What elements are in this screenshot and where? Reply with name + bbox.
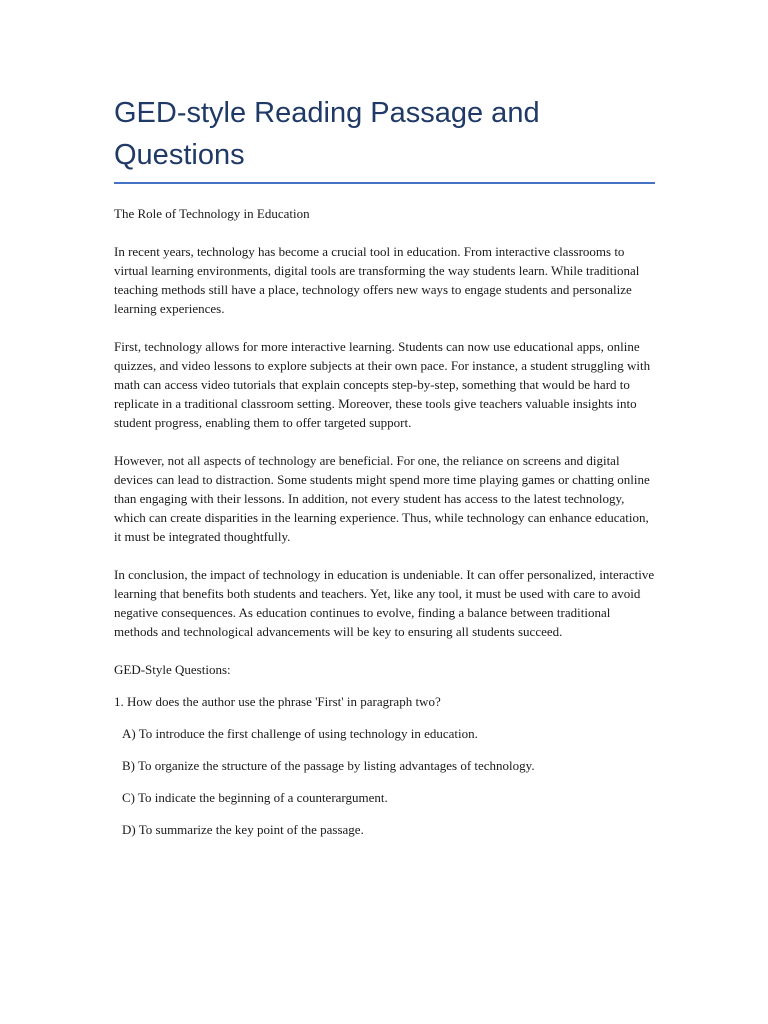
paragraph-2: First, technology allows for more interactive learning. Students can now use educational apps, online quizzes, and video lessons to explore subjects at their own pace. For instance, a student struggling with math can access video tutorials that explain concepts step-by-step, something that would be hard to replicate in a traditional classroom setting. Moreover, these tools give teachers valuable insights into student progress, enabling them to offer targeted support.: [114, 339, 651, 430]
document-title: GED-style Reading Passage and Questions: [114, 92, 655, 184]
paragraph-3: However, not all aspects of technology are beneficial. For one, the reliance on screens and digital devices can lead to distraction. Some students might spend more time playing games or chatting online than engaging with their lessons. In addition, not every student has access to the latest technology, which can create disparities in the learning experience. Thus, while technology can enhance education, it must be integrated thoughtfully.: [114, 453, 650, 544]
paragraph-4: In conclusion, the impact of technology in education is undeniable. It can offer personalized, interactive learning that benefits both students and teachers. Yet, like any tool, it must be used with care to avoid negative consequences. As education continues to evolve, finding a balance between traditional methods and technological advancements will be key to ensuring all students succeed.: [114, 567, 655, 639]
passage-title: The Role of Technology in Education: [114, 206, 310, 221]
question-1-prompt: 1. How does the author use the phrase 'First' in paragraph two?: [114, 694, 441, 709]
document-page: [114, 92, 655, 839]
question-1-option-a: A) To introduce the first challenge of using technology in education.: [122, 726, 478, 741]
question-1-option-d: D) To summarize the key point of the passage.: [122, 822, 364, 837]
paragraph-1: In recent years, technology has become a crucial tool in education. From interactive classrooms to virtual learning environments, digital tools are transforming the way students learn. While traditional teaching methods still have a place, technology offers new ways to engage students and personalize learning experiences.: [114, 244, 640, 316]
questions-heading: GED-Style Questions:: [114, 662, 231, 677]
question-1-option-c: C) To indicate the beginning of a counterargument.: [122, 790, 388, 805]
question-1-option-b: B) To organize the structure of the passage by listing advantages of technology.: [122, 758, 535, 773]
